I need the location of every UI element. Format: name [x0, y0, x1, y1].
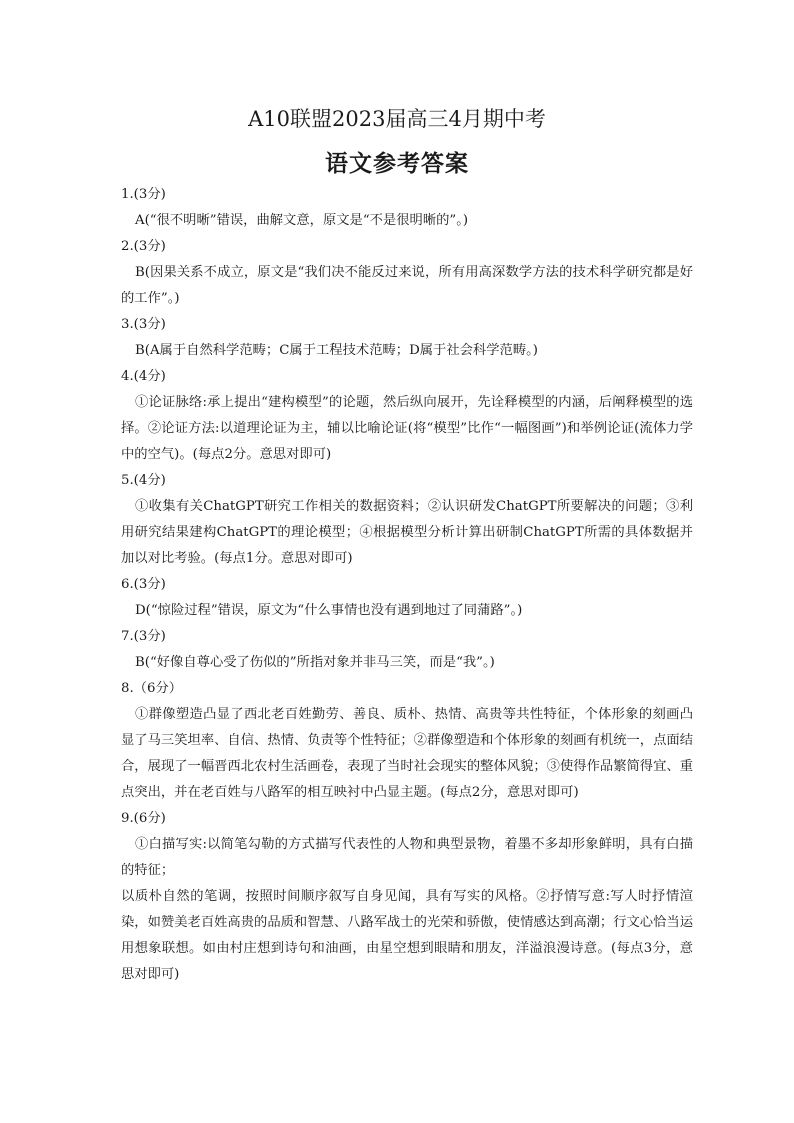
question-number: 9.(6分) — [121, 811, 166, 826]
answer-item-2 — [121, 234, 693, 312]
question-number: 5.(4分) — [121, 473, 166, 488]
page-title: A10联盟2023届高三4月期中考 — [248, 107, 546, 131]
answer-text: ①群像塑造凸显了西北老百姓勤劳、善良、质朴、热情、高贵等共性特征，个体形象的刻画凸显了马三笑坦率、自信、热情、负责等个性特征；②群像塑造和个体形象的刻画有机统一，点面结合，展现了一幅晋西北农村生活画卷，表现了当时社会现实的整体风貌；③使得作品繁简得宜、重点突出，并在老百姓与八路军的相互映衬中凸显主题。(每点2分，意思对即可) — [121, 707, 693, 800]
answer-item-1 — [121, 182, 693, 234]
answer-text: B(A属于自然科学范畴；C属于工程技术范畴；D属于社会科学范畴。) — [135, 343, 538, 358]
answer-item-7 — [121, 624, 693, 676]
answer-item-9 — [121, 806, 693, 988]
question-number: 6.(3分) — [121, 577, 166, 592]
answer-text: B(因果关系不成立，原文是“我们决不能反过来说，所有用高深数学方法的技术科学研究都是好的工作”。) — [121, 265, 693, 306]
question-number: 8.（6分） — [121, 681, 183, 696]
question-number: 3.(3分) — [121, 317, 166, 332]
answer-text: ①论证脉络:承上提出“建构模型”的论题，然后纵向展开，先诠释模型的内涵，后阐释模型的选择。②论证方法:以道理论证为主，辅以比喻论证(将“模型”比作“一幅图画”)和举例论证(流体力学中的空气)。(每点2分。意思对即可) — [121, 395, 693, 462]
page-subtitle: 语文参考答案 — [325, 150, 469, 177]
question-number: 4.(4分) — [121, 369, 166, 384]
question-number: 7.(3分) — [121, 629, 166, 644]
answer-text: ①收集有关ChatGPT研究工作相关的数据资料；②认识研发ChatGPT所要解决的问题；③利用研究结果建构ChatGPT的理论模型；④根据模型分析计算出研制ChatGPT所需的具体数据并加以对比考验。(每点1分。意思对即可) — [121, 499, 693, 566]
answer-text-continued: 以质朴自然的笔调，按照时间顺序叙写自身见闻，具有写实的风格。②抒情写意:写人时抒情渲染，如赞美老百姓高贵的品质和智慧、八路军战士的光荣和骄傲，使情感达到高潮；行文心恰当运用想象联想。如由村庄想到诗句和油画，由星空想到眼睛和朋友，洋溢浪漫诗意。(每点3分，意思对即可) — [121, 889, 693, 982]
answer-item-4 — [121, 364, 693, 468]
answer-item-6 — [121, 572, 693, 624]
answer-text: A(“很不明晰”错误，曲解文意，原文是“不是很明晰的”。) — [135, 213, 469, 228]
answer-text: ①白描写实:以简笔勾勒的方式描写代表性的人物和典型景物，着墨不多却形象鲜明，具有白描的特征； — [121, 837, 693, 878]
answer-item-3 — [121, 312, 693, 364]
answer-list — [121, 182, 693, 988]
answer-item-8 — [121, 676, 693, 806]
answer-text: D(“惊险过程”错误，原文为“什么事情也没有遇到地过了同蒲路”。) — [135, 603, 523, 618]
question-number: 1.(3分) — [121, 187, 166, 202]
answer-text: B(“好像自尊心受了伤似的”所指对象并非马三笑，而是“我”。) — [135, 655, 495, 670]
question-number: 2.(3分) — [121, 239, 166, 254]
answer-item-5 — [121, 468, 693, 572]
